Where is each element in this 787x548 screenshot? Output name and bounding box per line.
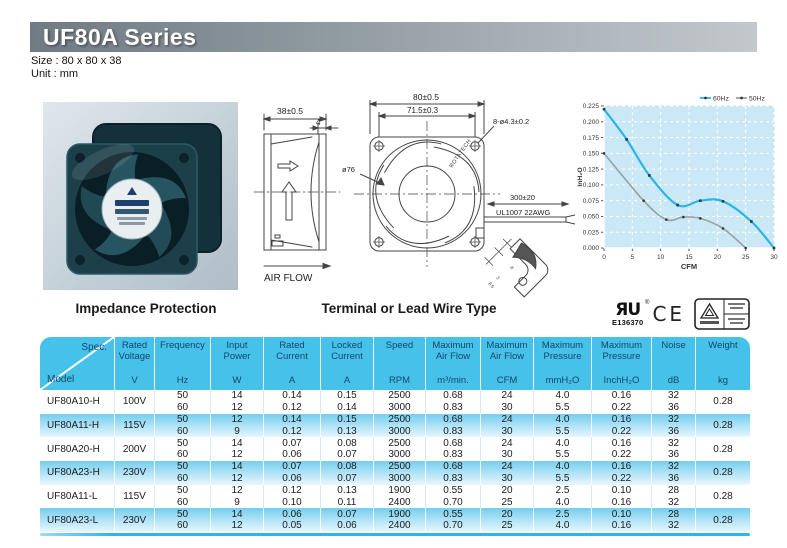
chart-svg — [574, 90, 782, 278]
cell-weight: 0.28 — [695, 461, 750, 485]
cell-locked_a: 0.08 0.07 — [320, 461, 373, 485]
spec-table-header — [40, 337, 750, 390]
cell-mmh2o: 4.0 5.5 — [533, 461, 591, 485]
svg-text:0.125: 0.125 — [582, 166, 599, 174]
cell-locked_a: 0.15 0.13 — [320, 414, 373, 438]
wire-spec-label: UL1007 22AWG — [496, 208, 551, 217]
cell-weight: 0.28 — [695, 390, 750, 414]
cell-model: UF80A20-H — [47, 443, 100, 455]
certification-marks — [612, 295, 750, 333]
ul-file-number: E136370 — [612, 317, 644, 327]
terminal-detail-dims — [487, 265, 515, 289]
svg-text:0.200: 0.200 — [582, 118, 599, 126]
cell-locked_a: 0.15 0.14 — [320, 390, 373, 414]
cell-db: 32 36 — [651, 390, 695, 414]
side-flange-dim: 4 — [316, 118, 321, 127]
hole-dia-dim: 8-ø4.3±0.2 — [493, 117, 530, 126]
cell-m3: 0.68 0.83 — [425, 461, 480, 485]
blade-brand-text: ROTATECH — [448, 138, 473, 170]
airflow-label: AIR FLOW — [264, 273, 313, 284]
cell-cfm: 20 25 — [480, 485, 533, 509]
side-width-dim: 38±0.5 — [277, 106, 303, 116]
svg-text:0.100: 0.100 — [582, 182, 599, 190]
table-row — [40, 390, 750, 414]
cell-voltage: 230V — [114, 508, 154, 532]
spec-table — [40, 337, 750, 532]
cell-rpm: 1900 2400 — [373, 508, 425, 532]
cell-voltage: 115V — [114, 414, 154, 438]
fan-photo — [43, 102, 238, 290]
tuv-mark-icon — [694, 298, 750, 330]
table-row — [40, 508, 750, 532]
impeller-dia-dim: ø76 — [342, 165, 355, 174]
performance-chart — [574, 90, 782, 278]
cell-rated_a: 0.14 0.12 — [263, 390, 320, 414]
front-view-drawing — [338, 88, 582, 310]
cell-locked_a: 0.07 0.06 — [320, 508, 373, 532]
size-info — [31, 55, 122, 81]
svg-text:0.150: 0.150 — [582, 150, 599, 158]
cell-model: UF80A11-H — [47, 420, 100, 432]
cell-inchh2o: 0.16 0.22 — [591, 414, 651, 438]
cell-db: 32 36 — [651, 414, 695, 438]
cell-inchh2o: 0.16 0.22 — [591, 437, 651, 461]
cell-weight: 0.28 — [695, 437, 750, 461]
cell-power: 14 12 — [210, 508, 263, 532]
svg-text:15: 15 — [685, 254, 693, 261]
cell-cfm: 24 30 — [480, 414, 533, 438]
cell-weight: 0.28 — [695, 485, 750, 509]
wire-length-dim: 300±20 — [510, 193, 535, 202]
chart-ylabel: InH₂O — [577, 167, 584, 187]
cell-model: UF80A23-L — [47, 514, 99, 526]
column-header-v: Rated Voltage V — [114, 337, 154, 390]
table-row — [40, 437, 750, 461]
front-holes-dim: 71.5±0.3 — [407, 106, 439, 115]
svg-text:0.000: 0.000 — [582, 245, 599, 253]
svg-text:0.025: 0.025 — [582, 229, 599, 237]
column-header-a: Locked Current A — [320, 337, 373, 390]
cell-mmh2o: 2.5 4.0 — [533, 485, 591, 509]
cell-db: 32 36 — [651, 461, 695, 485]
legend-50Hz: 50Hz — [749, 95, 765, 103]
column-header-a: Rated Current A — [263, 337, 320, 390]
column-header-rpm: Speed RPM — [373, 337, 425, 390]
cell-m3: 0.55 0.70 — [425, 485, 480, 509]
ul-logo-icon: ЯU — [615, 299, 641, 320]
cell-power: 12 9 — [210, 485, 263, 509]
column-header-db: Noise dB — [651, 337, 695, 390]
cell-cfm: 20 25 — [480, 508, 533, 532]
series-banner — [30, 22, 757, 52]
cell-mmh2o: 4.0 5.5 — [533, 390, 591, 414]
cell-locked_a: 0.13 0.11 — [320, 485, 373, 509]
cell-rpm: 2500 3000 — [373, 414, 425, 438]
cell-rated_a: 0.06 0.05 — [263, 508, 320, 532]
svg-text:10: 10 — [657, 254, 665, 261]
svg-text:0.075: 0.075 — [582, 197, 599, 205]
cell-mmh2o: 2.5 4.0 — [533, 508, 591, 532]
table-bottom-bar — [40, 533, 750, 536]
cell-m3: 0.68 0.83 — [425, 390, 480, 414]
cell-mmh2o: 4.0 5.5 — [533, 437, 591, 461]
cell-cfm: 24 30 — [480, 461, 533, 485]
unit-label: Unit : mm — [31, 68, 79, 80]
cell-power: 14 12 — [210, 437, 263, 461]
table-row — [40, 461, 750, 485]
cell-rated_a: 0.14 0.12 — [263, 414, 320, 438]
impedance-protection-heading: Impedance Protection — [75, 301, 217, 316]
cell-power: 14 12 — [210, 461, 263, 485]
cell-cfm: 24 30 — [480, 437, 533, 461]
svg-text:30: 30 — [770, 254, 778, 261]
cell-power: 12 9 — [210, 414, 263, 438]
cell-m3: 0.68 0.83 — [425, 437, 480, 461]
table-corner-cell — [40, 337, 114, 390]
svg-text:25: 25 — [742, 254, 750, 261]
cell-m3: 0.68 0.83 — [425, 414, 480, 438]
cell-inchh2o: 0.16 0.22 — [591, 390, 651, 414]
cell-hz: 50 60 — [154, 461, 210, 485]
cell-m3: 0.55 0.70 — [425, 508, 480, 532]
column-header-cfm: Maximum Air Flow CFM — [480, 337, 533, 390]
column-header-mmh₂o: Maximum Pressure mmH₂O — [533, 337, 591, 390]
svg-text:8.5: 8.5 — [487, 281, 496, 290]
cell-model: UF80A23-H — [47, 467, 100, 479]
cell-rpm: 2500 3000 — [373, 390, 425, 414]
cell-hz: 50 60 — [154, 390, 210, 414]
corner-spec-label: Spec. — [81, 342, 107, 353]
terminal-type-heading: Terminal or Lead Wire Type — [321, 301, 497, 316]
cell-inchh2o: 0.10 0.16 — [591, 508, 651, 532]
cell-voltage: 200V — [114, 437, 154, 461]
cell-locked_a: 0.08 0.07 — [320, 437, 373, 461]
cell-rated_a: 0.12 0.10 — [263, 485, 320, 509]
corner-model-label: Model — [47, 374, 75, 385]
cell-voltage: 100V — [114, 390, 154, 414]
cell-rated_a: 0.07 0.06 — [263, 461, 320, 485]
cell-hz: 50 60 — [154, 437, 210, 461]
fan-photo-image — [43, 102, 238, 290]
cell-voltage: 115V — [114, 485, 154, 509]
cell-voltage: 230V — [114, 461, 154, 485]
cell-hz: 50 60 — [154, 508, 210, 532]
column-header-inchh₂o: Maximum Pressure InchH₂O — [591, 337, 651, 390]
cell-rpm: 1900 2400 — [373, 485, 425, 509]
cell-db: 32 36 — [651, 437, 695, 461]
size-label: Size : 80 x 80 x 38 — [31, 55, 122, 67]
svg-text:0.175: 0.175 — [582, 134, 599, 142]
svg-text:0: 0 — [602, 254, 606, 261]
chart-xlabel: CFM — [680, 262, 698, 271]
front-outer-dim: 80±0.5 — [413, 92, 439, 102]
cell-rated_a: 0.07 0.06 — [263, 437, 320, 461]
cell-weight: 0.28 — [695, 414, 750, 438]
ce-mark-icon: CE — [652, 302, 686, 326]
page-title: UF80A Series — [43, 23, 197, 50]
svg-text:5: 5 — [630, 254, 635, 261]
column-header-w: Input Power W — [210, 337, 263, 390]
table-row — [40, 485, 750, 509]
cell-power: 14 12 — [210, 390, 263, 414]
column-header-hz: Frequency Hz — [154, 337, 210, 390]
cell-hz: 50 60 — [154, 485, 210, 509]
svg-text:0.225: 0.225 — [582, 103, 599, 111]
legend-60Hz: 60Hz — [713, 95, 729, 103]
table-row — [40, 414, 750, 438]
cell-model: UF80A11-L — [47, 491, 98, 503]
cell-db: 28 32 — [651, 485, 695, 509]
column-header-m³/min.: Maximum Air Flow m³/min. — [425, 337, 480, 390]
cell-model: UF80A10-H — [47, 396, 100, 408]
cell-mmh2o: 4.0 5.5 — [533, 414, 591, 438]
cell-cfm: 24 30 — [480, 390, 533, 414]
cell-rpm: 2500 3000 — [373, 461, 425, 485]
cell-inchh2o: 0.16 0.22 — [591, 461, 651, 485]
side-view-drawing — [250, 94, 350, 286]
svg-text:3: 3 — [495, 275, 501, 281]
cell-weight: 0.28 — [695, 508, 750, 532]
cell-hz: 50 60 — [154, 414, 210, 438]
cell-db: 28 32 — [651, 508, 695, 532]
cell-rpm: 2500 3000 — [373, 437, 425, 461]
ul-recognized-mark: ЯU ® E136370 — [612, 299, 650, 327]
svg-text:20: 20 — [713, 254, 721, 261]
column-header-kg: Weight kg — [695, 337, 750, 390]
cell-inchh2o: 0.10 0.16 — [591, 485, 651, 509]
svg-text:0.050: 0.050 — [582, 213, 599, 221]
svg-text:8: 8 — [509, 265, 515, 271]
